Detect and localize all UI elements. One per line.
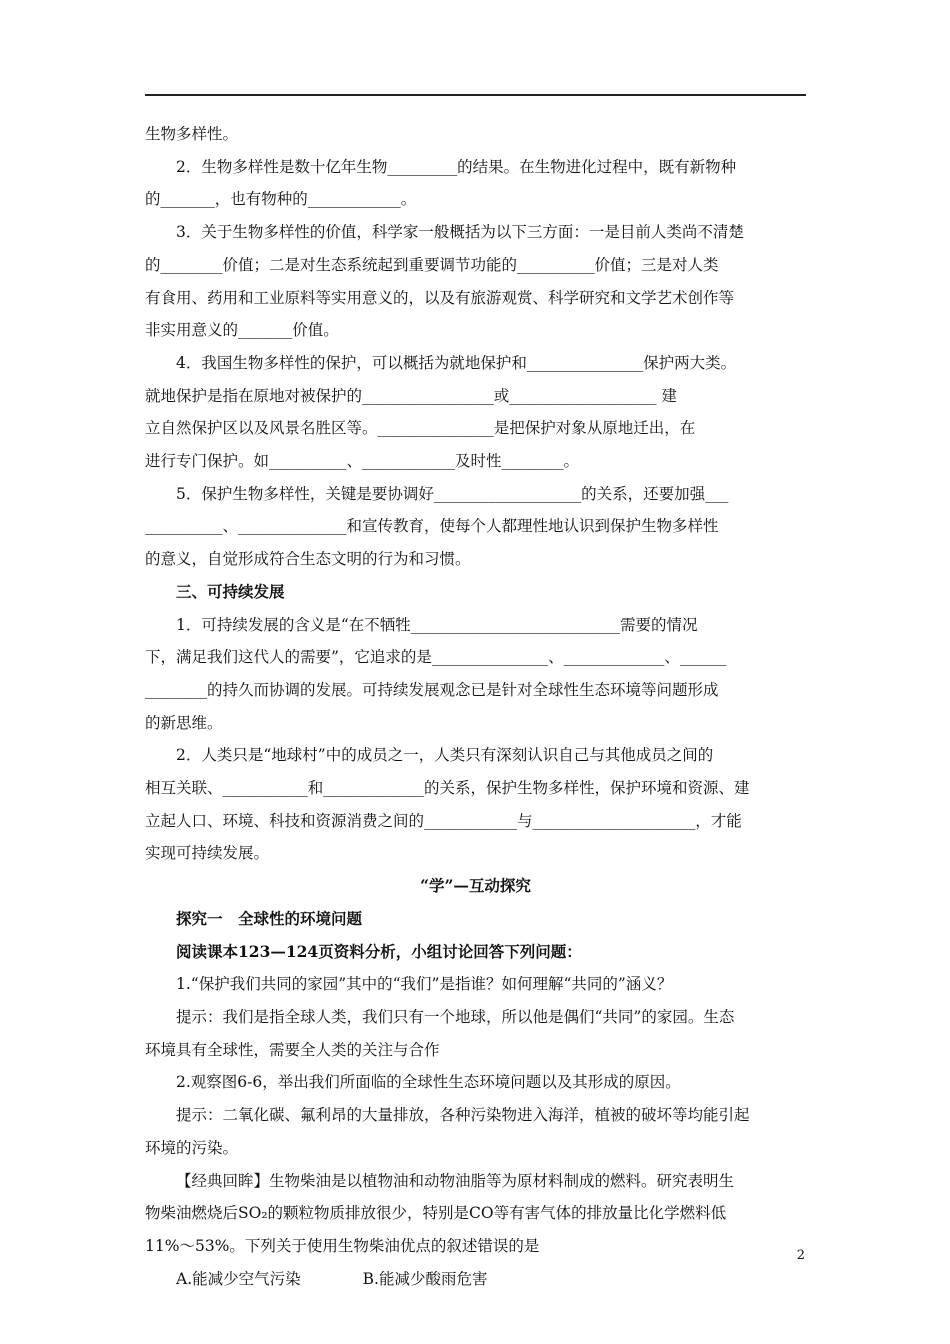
text-line: 立自然保护区以及风景名胜区等。_______________是把保护对象从原地迁出，在 — [145, 419, 696, 438]
text-line: 阅读课本123—124页资料分析，小组讨论回答下列问题： — [176, 941, 582, 961]
text-line: 5．保护生物多样性，关键是要协调好___________________的关系，还要加强___ — [176, 484, 729, 503]
text-line: 的________价值；二是对生态系统起到重要调节功能的__________价值；三是对人类 — [145, 255, 719, 274]
text-line: 2．人类只是“地球村”中的成员之一，人类只有深刻认识自己与其他成员之间的 — [176, 746, 714, 765]
text-line: 就地保护是指在原地对被保护的_________________或___________________ 建 — [145, 386, 677, 405]
text-line: 实现可持续发展。 — [145, 844, 270, 863]
text-line: 3．关于生物多样性的价值，科学家一般概括为以下三方面：一是目前人类尚不清楚 — [176, 223, 744, 242]
text-line: 的_______，也有物种的____________。 — [145, 190, 417, 209]
text-line: 进行专门保护。如__________、____________及时性________。 — [145, 452, 580, 471]
text-line: 三、可持续发展 — [176, 581, 285, 601]
text-line: 物柴油燃烧后SO₂的颗粒物质排放很少，特别是CO等有害气体的排放量比化学燃料低 — [145, 1204, 727, 1223]
text-line: 11%～53%。下列关于使用生物柴油优点的叙述错误的是 — [145, 1236, 540, 1255]
text-line: 2.观察图6-6，举出我们所面临的全球性生态环境问题以及其形成的原因。 — [176, 1073, 681, 1092]
text-line: 1．可持续发展的含义是“在不牺牲___________________________需要的情况 — [176, 615, 698, 634]
text-line: A.能减少空气污染 B.能减少酸雨危害 — [176, 1269, 488, 1288]
text-line: 相互关联、___________和_____________的关系，保护生物多样性，保护环境和资源、建 — [145, 779, 750, 798]
text-line: 探究一 全球性的环境问题 — [176, 908, 363, 928]
text-line: 生物多样性。 — [145, 125, 239, 143]
text-line: __________、______________和宣传教育，使每个人都理性地认识到保护生物多样性 — [145, 517, 719, 536]
header-rule — [145, 94, 806, 96]
text-line: 提示：二氧化碳、氟利昂的大量排放，各种污染物进入海洋，植被的破坏等均能引起 — [176, 1106, 750, 1125]
text-line: 的意义，自觉形成符合生态文明的行为和习惯。 — [145, 550, 471, 569]
text-line: 1.“保护我们共同的家园”其中的“我们”是指谁？如何理解“共同的”涵义？ — [176, 975, 673, 994]
text-line: 4．我国生物多样性的保护，可以概括为就地保护和_______________保护两大类。 — [176, 353, 737, 372]
text-line: 下，满足我们这代人的需要”，它追求的是_______________、_____________、______ — [145, 648, 727, 667]
text-line: 有食用、药用和工业原料等实用意义的，以及有旅游观赏、科学研究和文学艺术创作等 — [145, 288, 735, 307]
text-line: 环境的污染。 — [145, 1138, 239, 1157]
document-body — [145, 118, 806, 1295]
text-line: 2．生物多样性是数十亿年生物_________的结果。在生物进化过程中，既有新物种 — [176, 157, 737, 176]
text-line: 立起人口、环境、科技和资源消费之间的____________与_____________________，才能 — [145, 811, 742, 830]
page-number: 2 — [796, 1248, 805, 1263]
text-line: “学”—互动探究 — [420, 876, 531, 896]
text-line: 的新思维。 — [145, 713, 223, 732]
text-line: 非实用意义的_______价值。 — [145, 321, 339, 340]
text-line: 环境具有全球性，需要全人类的关注与合作 — [145, 1040, 440, 1059]
text-line: 提示：我们是指全球人类，我们只有一个地球，所以他是偶们“共同”的家园。生态 — [176, 1007, 735, 1026]
text-line: ________的持久而协调的发展。可持续发展观念已是针对全球性生态环境等问题形成 — [145, 680, 719, 699]
text-line: 【经典回眸】生物柴油是以植物油和动物油脂等为原材料制成的燃料。研究表明生 — [176, 1171, 735, 1190]
